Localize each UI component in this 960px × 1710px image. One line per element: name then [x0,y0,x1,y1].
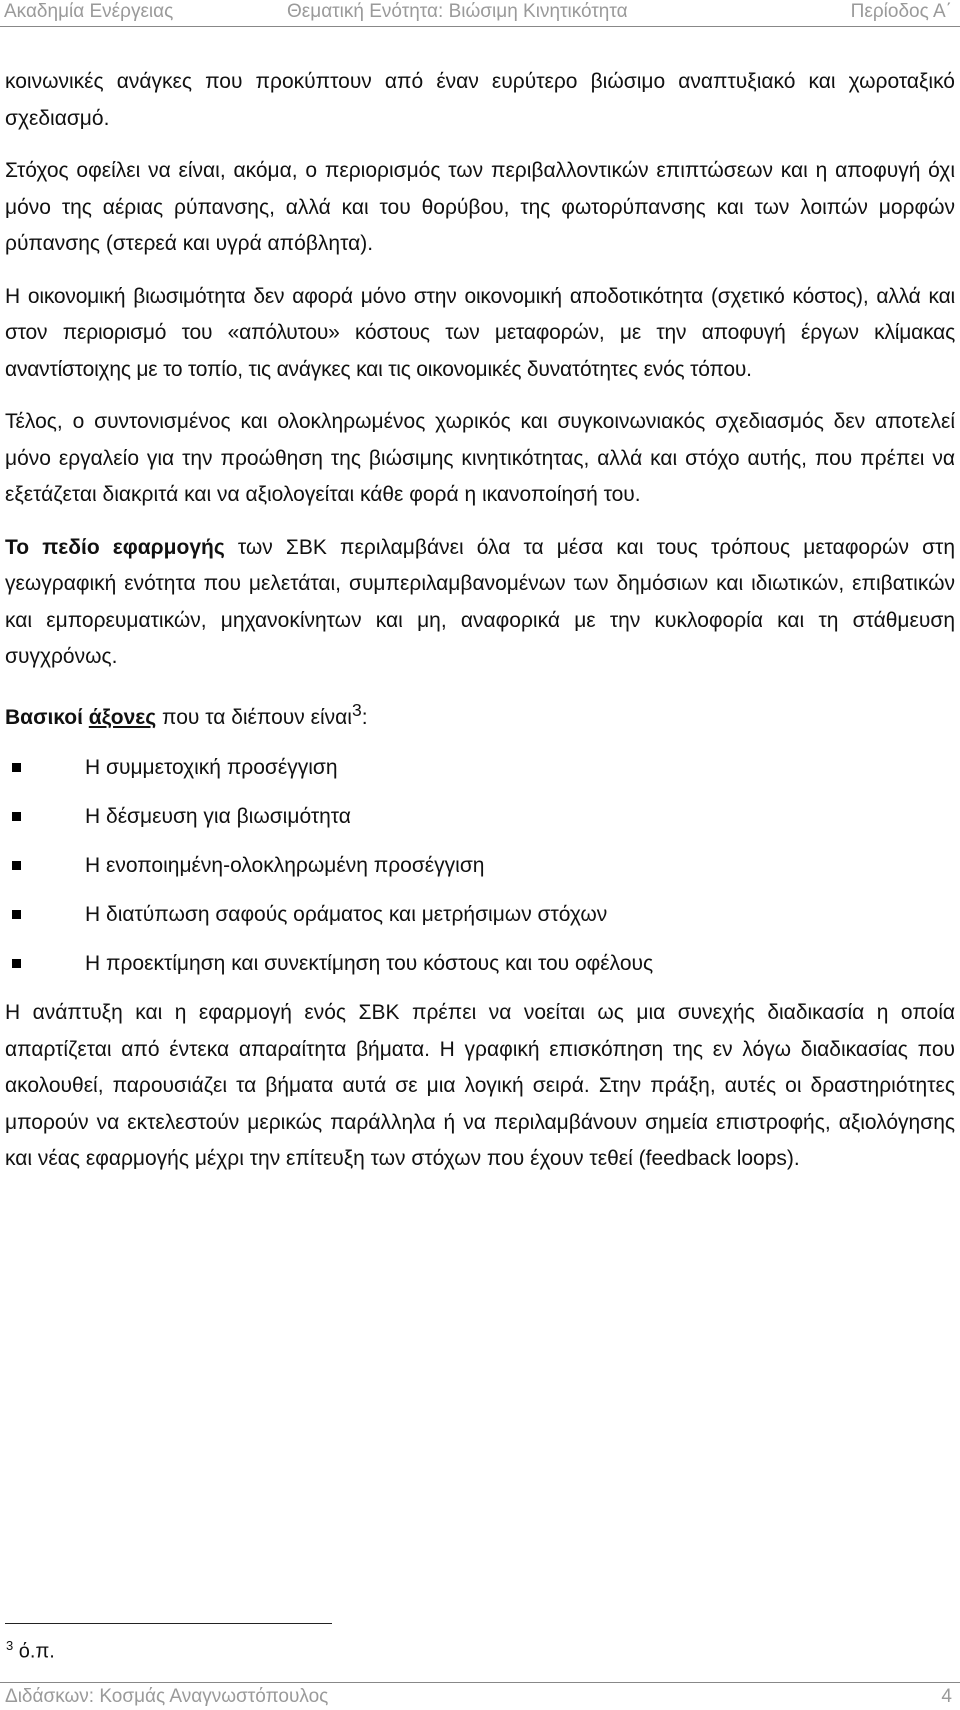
page-number: 4 [941,1686,952,1707]
scope-heading: Το πεδίο εφαρμογής [5,535,225,559]
header-period: Περίοδος Α΄ [850,1,952,22]
list-item-text: Η διατύπωση σαφούς οράματος και μετρήσιμων στόχων [85,903,608,926]
footnote-number: 3 [6,1638,14,1653]
list-item [5,799,955,848]
paragraph-environmental-goal: Στόχος οφείλει να είναι, ακόμα, ο περιορισμός των περιβαλλοντικών επιπτώσεων και η αποφυγή όχι μόνο της αέριας ρύπανσης, αλλά και του θορύβου, της φωτορύπανσης και των λοιπών μορφών ρύπανσης (στερεά και υγρά απόβλητα). [5,159,955,255]
page-body [5,64,955,1178]
list-item-text: Η ενοποιημένη-ολοκληρωμένη προσέγγιση [85,854,485,877]
header-course: Ακαδημία Ενέργειας [4,1,174,22]
paragraph-coordinated-planning: Τέλος, ο συντονισμένος και ολοκληρωμένος χωρικός και συγκοινωνιακός σχεδιασμός δεν αποτελεί μόνο εργαλείο για την προώθηση της βιώσιμης κινητικότητας, αλλά και στόχο αυτής, που πρέπει να εξετάζεται διακριτά και να αξιολογείται κάθε φορά η ικανοποίησή του. [5,410,955,506]
list-item-text: Η δέσμευση για βιωσιμότητα [85,805,351,828]
axes-heading-2: άξονες [88,705,157,729]
axes-colon: : [361,705,368,729]
footnote [6,1638,55,1664]
square-bullet-icon [12,910,21,919]
footnote-ref: 3 [351,699,362,720]
paragraph-continuation: κοινωνικές ανάγκες που προκύπτουν από έναν ευρύτερο βιώσιμο αναπτυξιακό και χωροταξικό σχεδιασμό. [5,70,955,130]
list-item [5,848,955,897]
list-item [5,750,955,799]
footer-instructor: Διδάσκων: Κοσμάς Αναγνωστόπουλος [5,1686,329,1707]
paragraph-main-axes [5,692,955,737]
list-item [5,897,955,946]
header-unit: Θεματική Ενότητα: Βιώσιμη Κινητικότητα [287,1,628,22]
paragraph-economic-sustainability: Η οικονομική βιωσιμότητα δεν αφορά μόνο στην οικονομική αποδοτικότητα (σχετικό κόστος), αλλά και στον περιορισμό του «απόλυτου» κόστους των μεταφορών, με την αποφυγή έργων κλίμακας αναντίστοιχης με το τοπίο, τις ανάγκες και τις οικονομικές δυνατότητες ενός τόπου. [5,284,955,381]
page-footer [0,1682,960,1710]
list-item [5,946,955,995]
axes-text: που τα διέπουν είναι [156,705,352,729]
paragraph-scope [5,530,955,676]
axes-heading-1: Βασικοί [5,705,89,729]
footnote-text: ό.π. [13,1640,55,1663]
page-header [0,0,960,27]
list-item-text: Η συμμετοχική προσέγγιση [85,756,338,779]
square-bullet-icon [12,861,21,870]
square-bullet-icon [12,763,21,772]
square-bullet-icon [12,812,21,821]
square-bullet-icon [12,959,21,968]
scope-text: των ΣΒΚ περιλαμβάνει όλα τα μέσα και τους τρόπους μεταφορών στη γεωγραφική ενότητα που μελετάται, συμπεριλαμβανομένων των δημόσιων και ιδιωτικών, επιβατικών και εμπορευματικών, μηχανοκίνητων και μη, αναφορικά με την κυκλοφορία και τη στάθμευση συγχρόνως. [5,535,956,668]
list-item-text: Η προεκτίμηση και συνεκτίμηση του κόστους και του οφέλους [85,952,654,975]
footnote-divider [5,1623,332,1624]
paragraph-process: Η ανάπτυξη και η εφαρμογή ενός ΣΒΚ πρέπει να νοείται ως μια συνεχής διαδικασία η οποία απαρτίζεται από έντεκα απαραίτητα βήματα. Η γραφική επισκόπηση της εν λόγω διαδικασίας που ακολουθεί, παρουσιάζει τα βήματα αυτά σε μια λογική σειρά. Στην πράξη, αυτές οι δραστηριότητες μπορούν να εκτελεστούν μερικώς παράλληλα ή να περιλαμβάνουν σημεία επιστροφής, αξιολόγησης και νέας εφαρμογής μέχρι την επίτευξη των στόχων που έχουν τεθεί (feedback loops). [5,1001,955,1170]
axes-list [5,750,955,995]
